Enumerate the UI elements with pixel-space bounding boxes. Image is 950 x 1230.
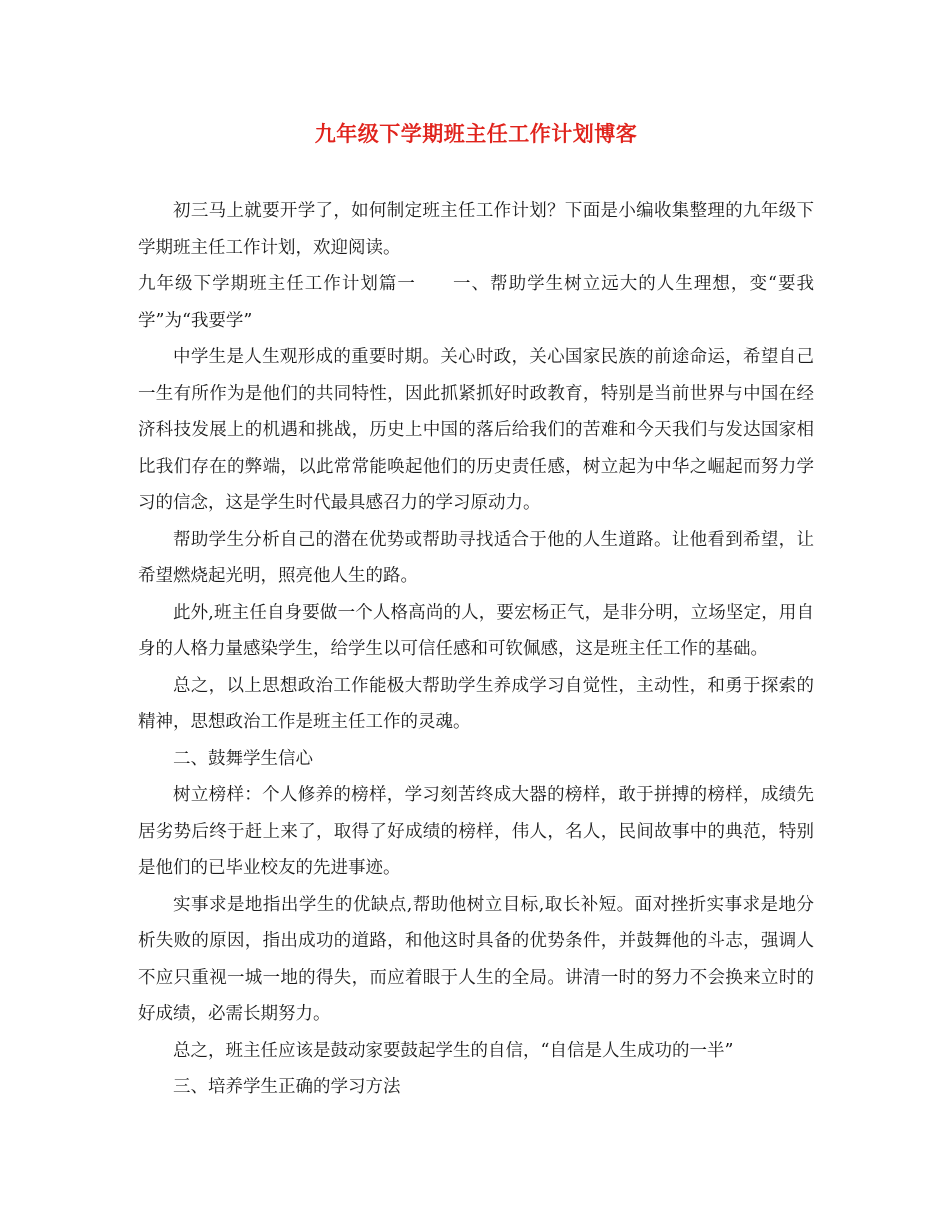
section-heading: 二、鼓舞学生信心 <box>173 748 313 769</box>
paragraph: 总之，班主任应该是鼓动家要鼓起学生的自信，“自信是人生成功的一半” <box>173 1040 734 1061</box>
paragraph: 实事求是地指出学生的优缺点,帮助他树立目标,取长补短。面对挫折实事求是地分析失败的原因，指出成功的道路，和他这时具备的优势条件，并鼓舞他的斗志，强调人不应只重视一城一地的得失，而应着眼于人生的全局。讲清一时的努力不会换来立时的好成绩，必需长期努力。 <box>138 894 814 1024</box>
paragraph: 树立榜样：个人修养的榜样，学习刻苦终成大器的榜样，敢于拼搏的榜样，成绩先居劣势后终于赶上来了，取得了好成绩的榜样，伟人，名人，民间故事中的典范，特别是他们的已毕业校友的先进事迹。 <box>138 785 814 878</box>
paragraph: 初三马上就要开学了，如何制定班主任工作计划？下面是小编收集整理的九年级下学期班主任工作计划，欢迎阅读。 <box>138 201 814 258</box>
paragraph: 九年级下学期班主任工作计划篇一 一、帮助学生树立远大的人生理想，变“要我学”为“我要学” <box>138 274 814 331</box>
document-body <box>138 193 814 1106</box>
document-title: 九年级下学期班主任工作计划博客 <box>314 121 638 146</box>
paragraph: 中学生是人生观形成的重要时期。关心时政，关心国家民族的前途命运，希望自己一生有所作为是他们的共同特性，因此抓紧抓好时政教育，特别是当前世界与中国在经济科技发展上的机遇和挑战，历史上中国的落后给我们的苦难和今天我们与发达国家相比我们存在的弊端，以此常常能唤起他们的历史责任感，树立起为中华之崛起而努力学习的信念，这是学生时代最具感召力的学习原动力。 <box>138 347 814 513</box>
section-heading: 三、培养学生正确的学习方法 <box>173 1077 401 1097</box>
paragraph: 总之，以上思想政治工作能极大帮助学生养成学习自觉性，主动性，和勇于探索的精神，思想政治工作是班主任工作的灵魂。 <box>138 675 814 732</box>
paragraph: 此外,班主任自身要做一个人格高尚的人，要宏杨正气，是非分明，立场坚定，用自身的人格力量感染学生，给学生以可信任感和可钦佩感，这是班主任工作的基础。 <box>138 602 814 659</box>
paragraph: 帮助学生分析自己的潜在优势或帮助寻找适合于他的人生道路。让他看到希望，让希望燃烧起光明，照亮他人生的路。 <box>138 529 814 586</box>
